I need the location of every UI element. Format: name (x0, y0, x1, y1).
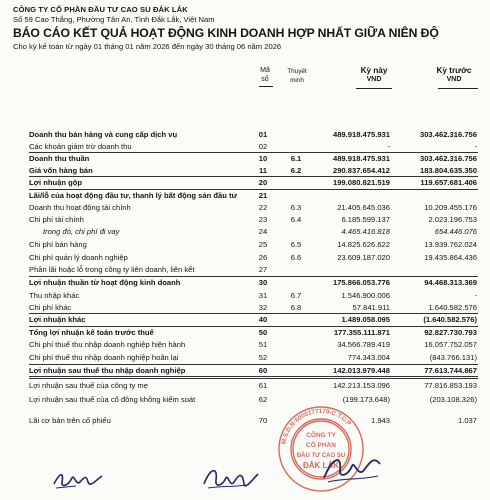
row-code: 51 (258, 340, 268, 349)
row-previous-value: 77.613.744.867 (424, 366, 477, 375)
row-current-value: 177.355.111.871 (333, 328, 390, 337)
stamp-line-2: CỔ PHẦN (306, 442, 336, 449)
row-label: Doanh thu hoạt động tài chính (29, 203, 131, 212)
row-current-value: 1.489.058.095 (341, 315, 390, 324)
stamp-line-4: ĐẮK LẮK (303, 461, 339, 470)
row-code: 30 (258, 278, 268, 287)
company-name: CÔNG TY CỔ PHẦN ĐẦU TƯ CAO SU ĐẮK LẮK (13, 5, 188, 14)
row-code: 20 (258, 178, 268, 187)
row-label: Chi phí tài chính (29, 215, 84, 224)
row-note: 6.4 (290, 215, 302, 224)
row-label: Lợi nhuận khác (29, 315, 86, 324)
signature-chief-accountant (200, 462, 260, 494)
row-code: 02 (258, 142, 268, 151)
row-previous-value: 13.939.762.024 (424, 240, 477, 249)
row-current-value: 1.546.900.006 (341, 291, 390, 300)
row-code: 27 (258, 265, 268, 274)
row-code: 32 (258, 303, 268, 312)
row-code: 10 (258, 154, 268, 163)
row-note: 6.3 (290, 203, 302, 212)
row-previous-value: 16.057.752.057 (424, 340, 477, 349)
row-current-value: 290.837.654.412 (332, 166, 390, 175)
row-note: 6.1 (290, 154, 302, 163)
total-divider (29, 378, 478, 379)
company-address: Số 59 Cao Thắng, Phường Tân An, Tỉnh Đắk Lắk, Việt Nam (13, 15, 215, 24)
total-divider (29, 376, 478, 377)
row-previous-value: 92.827.730.793 (424, 328, 477, 337)
report-period: Cho kỳ kế toán từ ngày 01 tháng 01 năm 2026 đến ngày 30 tháng 06 năm 2026 (13, 42, 282, 51)
row-label: Lợi nhuận sau thuế của công ty mẹ (29, 381, 148, 390)
row-divider (29, 326, 478, 327)
row-previous-value: (203.108.326) (429, 395, 477, 404)
row-label: Lợi nhuận sau thuế thu nhập doanh nghiệp (29, 366, 186, 375)
row-previous-value: - (474, 291, 477, 300)
row-code: 70 (258, 416, 268, 425)
row-label: Phần lãi hoặc lỗ trong công ty liên doanh, liên kết (29, 265, 195, 274)
current-header-line2: VND (366, 76, 382, 83)
row-current-value: (199.173.648) (342, 395, 390, 404)
row-label: Doanh thu bán hàng và cung cấp dịch vụ (29, 130, 178, 139)
row-previous-value: 19.435.864.436 (424, 253, 477, 262)
previous-header-underline (438, 88, 478, 89)
row-label: Chi phí bán hàng (29, 240, 87, 249)
row-code: 31 (258, 291, 268, 300)
current-header-line1: Kỳ này (360, 66, 388, 75)
row-note: 6.8 (290, 303, 302, 312)
row-previous-value: 183.804.635.350 (419, 166, 477, 175)
row-current-value: 6.185.599.137 (341, 215, 390, 224)
row-previous-value: 77.816.853.193 (424, 381, 477, 390)
report-title: BÁO CÁO KẾT QUẢ HOẠT ĐỘNG KINH DOANH HỢP NHẤT GIỮA NIÊN ĐỘ (13, 26, 439, 40)
row-code: 40 (258, 315, 268, 324)
row-code: 21 (258, 191, 268, 200)
row-divider (29, 276, 478, 277)
previous-header-line1: Kỳ trước (436, 66, 472, 75)
row-label: Lợi nhuận gộp (29, 178, 83, 187)
row-code: 50 (258, 328, 268, 337)
column-header-note (282, 68, 312, 85)
row-previous-value: 94.468.313.369 (424, 278, 477, 287)
row-label: Lợi nhuận thuần từ hoạt động kinh doanh (29, 278, 181, 287)
row-label: Chi phí quản lý doanh nghiệp (29, 253, 128, 262)
code-header-line1: Mã (260, 67, 270, 74)
note-header-line2: minh (290, 76, 304, 84)
row-current-value: 142.213.153.096 (332, 381, 390, 390)
stamp-line-1: CÔNG TY (306, 432, 336, 439)
row-code: 11 (258, 166, 268, 175)
row-divider (29, 313, 478, 314)
row-previous-value: (843.766.131) (429, 353, 477, 362)
row-label: Chi phí thuế thu nhập doanh nghiệp hoãn lại (29, 353, 179, 362)
row-divider (29, 176, 478, 177)
row-note: 6.7 (290, 291, 302, 300)
row-label: Lãi/lỗ của hoạt động đầu tư, thanh lý bất động sản đầu tư (29, 191, 238, 200)
row-code: 62 (258, 395, 268, 404)
row-previous-value: 10.209.455.176 (424, 203, 477, 212)
stamp-line-3: ĐẦU TƯ CAO SU (296, 453, 346, 459)
row-label: Thu nhập khác (29, 291, 80, 300)
row-note: 6.2 (290, 166, 302, 175)
row-current-value: 774.343.004 (347, 353, 390, 362)
row-label: trong đó, chi phí đi vay (43, 227, 120, 236)
row-code: 26 (258, 253, 268, 262)
row-label: Lãi cơ bản trên cổ phiếu (29, 416, 111, 425)
row-current-value: 1.943 (370, 416, 390, 425)
row-current-value: 175.866.053.776 (332, 278, 390, 287)
row-code: 52 (258, 353, 268, 362)
row-label: Giá vốn hàng bán (29, 166, 93, 175)
row-divider (29, 189, 478, 190)
row-current-value: - (387, 142, 390, 151)
row-label: Doanh thu thuần (29, 154, 90, 163)
row-code: 01 (258, 130, 268, 139)
row-current-value: 57.841.911 (352, 303, 390, 312)
row-previous-value: - (474, 142, 477, 151)
row-current-value: 199.080.821.519 (332, 178, 390, 187)
row-current-value: 142.013.979.448 (332, 366, 390, 375)
row-previous-value: 303.462.316.756 (419, 154, 477, 163)
row-code: 23 (258, 215, 268, 224)
row-current-value: 21.405.645.036 (337, 203, 390, 212)
row-previous-value: 119.657.681.406 (420, 178, 477, 187)
row-code: 24 (258, 227, 268, 236)
row-current-value: 34.566.789.419 (337, 340, 390, 349)
row-divider (29, 364, 478, 365)
previous-header-line2: VND (446, 76, 462, 83)
row-current-value: 23.609.187.020 (337, 253, 390, 262)
row-previous-value: 1.037 (457, 416, 477, 425)
row-label: Lợi nhuận sau thuế của cổ đông không kiểm soát (29, 395, 196, 404)
row-note: 6.5 (290, 240, 302, 249)
column-header-current (344, 66, 404, 84)
row-previous-value: 1.640.582.576 (428, 303, 477, 312)
column-header-code (254, 66, 276, 84)
row-current-value: 14.825.626.622 (337, 240, 390, 249)
row-current-value: 489.918.475.931 (332, 154, 390, 163)
row-code: 22 (258, 203, 268, 212)
row-previous-value: (1.640.582.576) (423, 315, 477, 324)
row-label: Các khoản giảm trừ doanh thu (29, 142, 132, 151)
row-label: Chi phí khác (29, 303, 72, 312)
stamp-ring-text: M.S.D.N:6000177179-C.T.C.P (280, 407, 353, 445)
signature-preparer (50, 464, 110, 494)
row-divider (29, 152, 478, 153)
row-code: 25 (258, 240, 268, 249)
row-label: Chi phí thuế thu nhập doanh nghiệp hiện hành (29, 340, 186, 349)
row-previous-value: 303.462.316.756 (419, 130, 477, 139)
code-header-underline (259, 86, 273, 87)
row-current-value: 489.918.475.931 (332, 130, 390, 139)
row-code: 60 (258, 366, 268, 375)
row-note: 6.6 (290, 253, 302, 262)
current-header-underline (356, 88, 392, 89)
row-current-value: 4.465.416.818 (341, 227, 390, 236)
column-header-previous (424, 66, 484, 84)
row-previous-value: 2.023.196.753 (428, 215, 477, 224)
row-previous-value: 654.446.076 (434, 227, 477, 236)
signature-director (318, 448, 388, 488)
row-code: 61 (258, 381, 268, 390)
code-header-line2: số (261, 76, 269, 83)
note-header-line1: Thuyết (287, 68, 307, 75)
row-label: Tổng lợi nhuận kế toán trước thuế (29, 328, 154, 337)
